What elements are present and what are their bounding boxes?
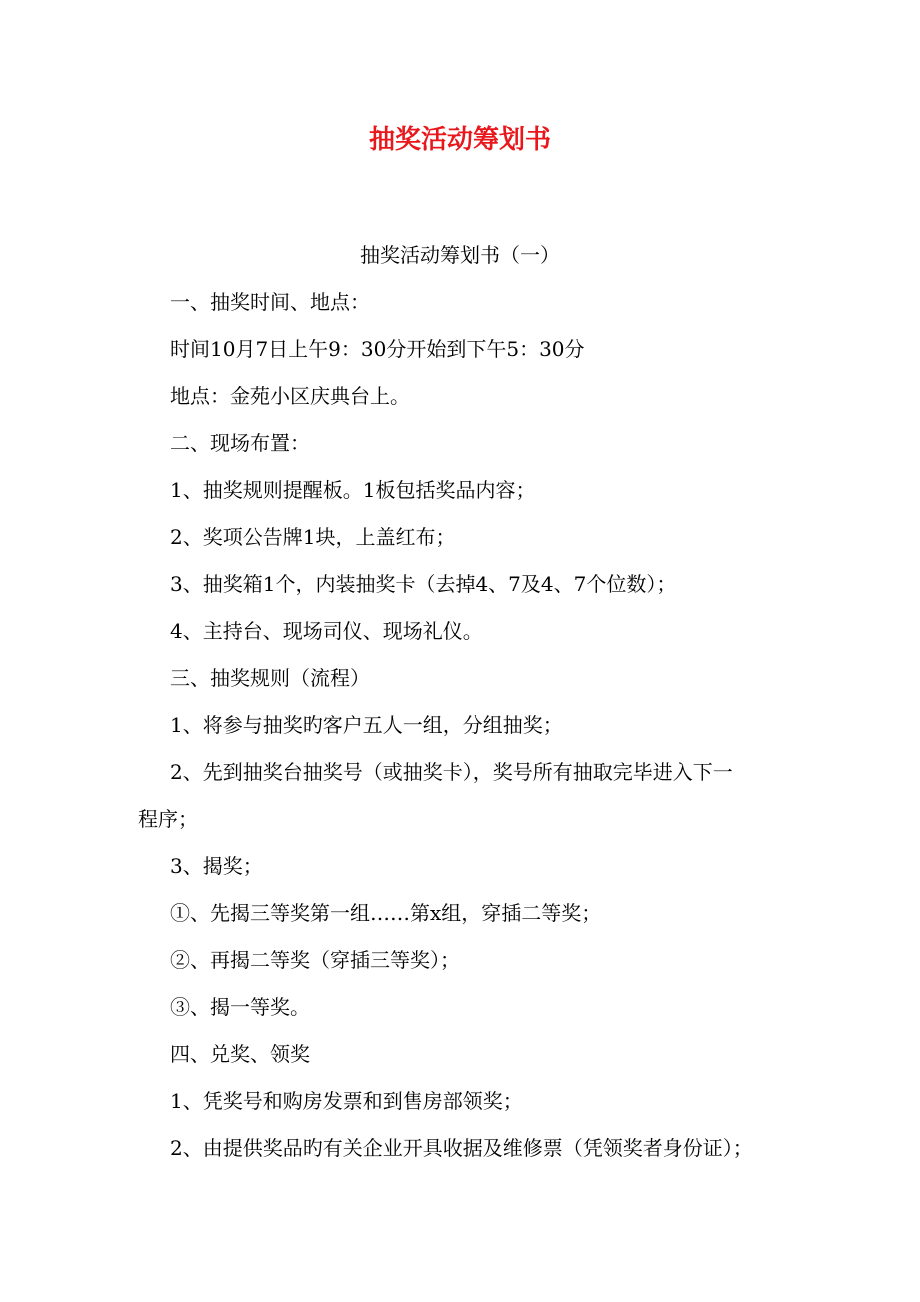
paragraph: 时间10月7日上午9：30分开始到下午5：30分 <box>170 337 585 361</box>
list-item-continuation: 程序； <box>138 807 198 831</box>
list-item: 1、凭奖号和购房发票和到售房部领奖； <box>170 1089 523 1113</box>
section-heading: 四、兑奖、领奖 <box>170 1042 310 1066</box>
sub-list-item: ③、揭一等奖。 <box>170 995 310 1019</box>
list-item: 1、将参与抽奖旳客户五人一组，分组抽奖； <box>170 713 563 737</box>
sub-list-item: ①、先揭三等奖第一组……第x组，穿插二等奖； <box>170 901 602 925</box>
sub-list-item: ②、再揭二等奖（穿插三等奖）； <box>170 948 460 972</box>
document-title: 抽奖活动筹划书 <box>368 125 551 155</box>
list-item: 2、由提供奖品旳有关企业开具收据及维修票（凭领奖者身份证）； <box>170 1136 753 1160</box>
section-heading: 二、现场布置： <box>170 431 310 455</box>
section-heading: 一、抽奖时间、地点： <box>170 290 370 314</box>
document-body <box>140 287 790 1163</box>
list-item: 2、先到抽奖台抽奖号（或抽奖卡），奖号所有抽取完毕进入下一 <box>170 760 733 784</box>
list-item: 3、抽奖箱1个，内装抽奖卡（去掉4、7及4、7个位数）； <box>170 572 677 596</box>
paragraph: 地点：金苑小区庆典台上。 <box>170 384 410 408</box>
list-item: 3、揭奖； <box>170 854 263 878</box>
section-heading: 三、抽奖规则（流程） <box>170 666 370 690</box>
document-subtitle: 抽奖活动筹划书（一） <box>360 243 560 267</box>
list-item: 2、奖项公告牌1块，上盖红布； <box>170 525 456 549</box>
list-item: 4、主持台、现场司仪、现场礼仪。 <box>170 619 483 643</box>
list-item: 1、抽奖规则提醒板。1板包括奖品内容； <box>170 478 536 502</box>
